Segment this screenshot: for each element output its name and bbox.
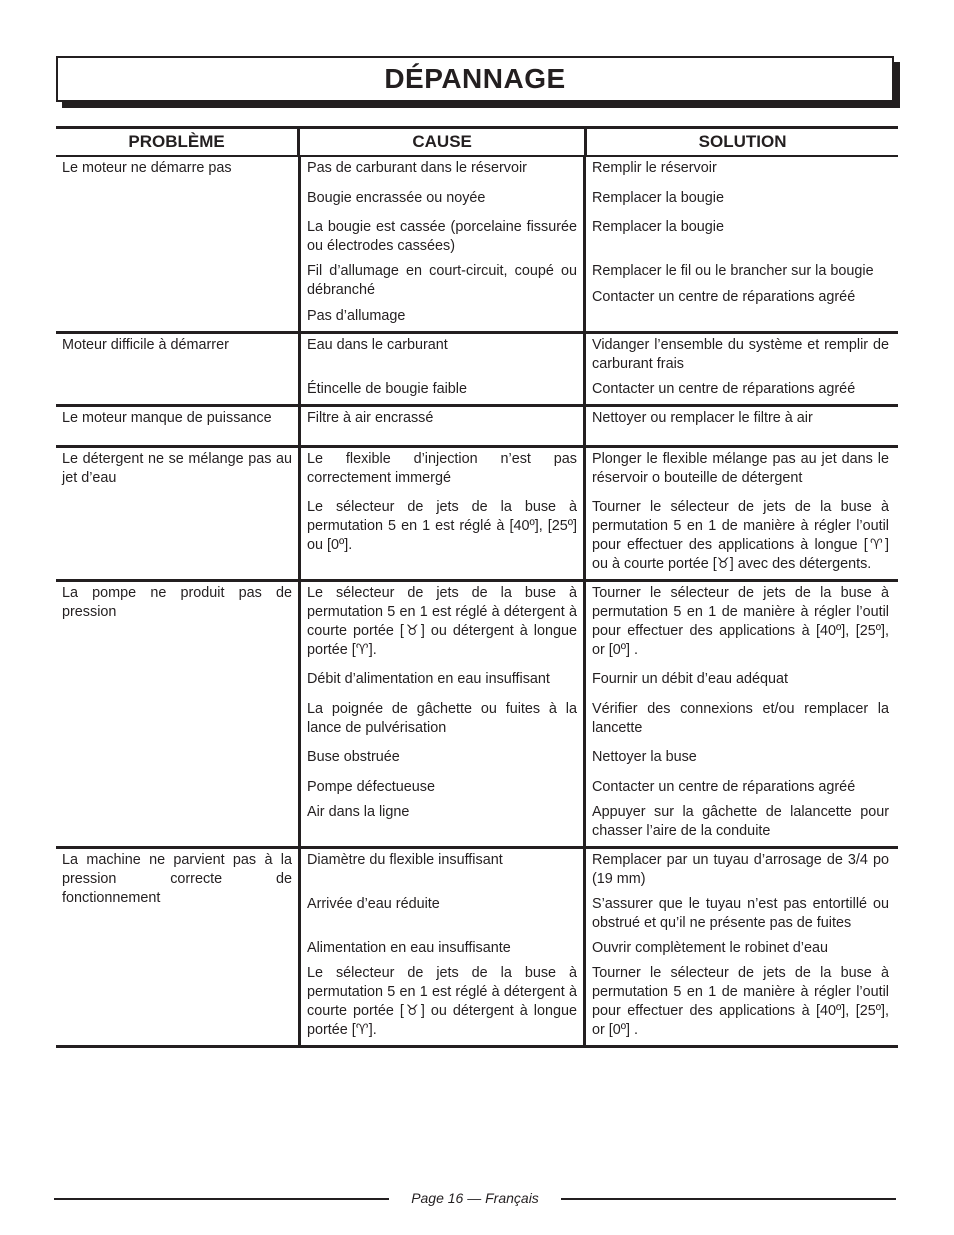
cause-item: Air dans la ligne — [307, 804, 410, 820]
cause-item: Le sélecteur de jets de la buse à permutation 5 en 1 est réglé à détergent à courte portée [♉] ou détergent à longue portée [♈]. — [307, 965, 577, 1038]
solution-item: Remplacer la bougie — [592, 190, 724, 206]
table-row — [56, 334, 898, 407]
solution-item: Contacter un centre de réparations agréé — [592, 381, 856, 397]
cause-cell — [298, 849, 583, 1045]
cause-item: La bougie est cassée (porcelaine fissurée ou électrodes cassées) — [307, 219, 577, 254]
table-row — [56, 157, 898, 334]
cause-item: Débit d’alimentation en eau insuffisant — [307, 671, 550, 687]
solution-item: Nettoyer ou remplacer le filtre à air — [592, 410, 813, 426]
problem-cell — [56, 448, 298, 579]
problem-cell — [56, 407, 298, 445]
solution-item: Appuyer sur la gâchette de lalancette pour chasser l’aire de la conduite — [592, 804, 889, 839]
problem-text: Le moteur manque de puissance — [62, 410, 272, 426]
troubleshooting-table — [56, 126, 898, 1048]
solution-item: Fournir un débit d’eau adéquat — [592, 671, 789, 687]
title-banner — [56, 56, 894, 102]
cause-item: Le sélecteur de jets de la buse à permutation 5 en 1 est réglé à détergent à courte portée [♉] ou détergent à longue portée [♈]. — [307, 585, 577, 658]
solution-item: Nettoyer la buse — [592, 749, 697, 765]
solution-item: Remplir le réservoir — [592, 160, 717, 176]
footer-rule-right — [561, 1198, 896, 1200]
cause-item: Bougie encrassée ou noyée — [307, 190, 486, 206]
table-row — [56, 448, 898, 582]
footer-text: Page 16 — Français — [411, 1190, 539, 1206]
solution-cell — [583, 334, 895, 404]
header-solution: SOLUTION — [584, 129, 898, 155]
cause-cell — [298, 334, 583, 404]
problem-cell — [56, 157, 298, 331]
cause-item: Pompe défectueuse — [307, 779, 436, 795]
cause-item: La poignée de gâchette ou fuites à la lance de pulvérisation — [307, 701, 577, 736]
solution-item: Contacter un centre de réparations agréé — [592, 289, 856, 305]
cause-cell — [298, 157, 583, 331]
cause-cell — [298, 407, 583, 445]
solution-item: Tourner le sélecteur de jets de la buse à permutation 5 en 1 de manière à régler l’outil pour effectuer des applications à [40º], [25º], or [0º] . — [592, 965, 889, 1038]
solution-cell — [583, 407, 895, 445]
cause-item: Pas d’allumage — [307, 308, 406, 324]
header-cause: CAUSE — [297, 129, 584, 155]
cause-item: Alimentation en eau insuffisante — [307, 940, 511, 956]
solution-item: Vérifier des connexions et/ou remplacer la lancette — [592, 701, 889, 736]
problem-text: Le moteur ne démarre pas — [62, 160, 232, 176]
cause-item: Arrivée d’eau réduite — [307, 896, 440, 912]
page-title: DÉPANNAGE — [384, 63, 566, 94]
solution-item: Remplacer par un tuyau d’arrosage de 3/4 po (19 mm) — [592, 852, 889, 887]
header-problem: PROBLÈME — [128, 132, 225, 151]
problem-text: La machine ne parvient pas à la pression correcte de fonctionnement — [62, 852, 292, 906]
cause-item: Pas de carburant dans le réservoir — [307, 160, 527, 176]
cause-item: Buse obstruée — [307, 749, 400, 765]
problem-cell — [56, 334, 298, 404]
solution-item: Tourner le sélecteur de jets de la buse à permutation 5 en 1 de manière à régler l’outil pour effectuer des applications à longue [♈] ou à courte portée [♉] avec des détergents. — [592, 499, 889, 572]
solution-item: Remplacer le fil ou le brancher sur la bougie — [592, 263, 874, 279]
problem-text: Moteur difficile à démarrer — [62, 337, 229, 353]
problem-cell — [56, 582, 298, 846]
table-row — [56, 582, 898, 849]
solution-item: Tourner le sélecteur de jets de la buse à permutation 5 en 1 de manière à régler l’outil pour effectuer des applications à [40º], [25º], or [0º] . — [592, 585, 889, 658]
solution-cell — [583, 582, 895, 846]
solution-item: Ouvrir complètement le robinet d’eau — [592, 940, 828, 956]
problem-text: La pompe ne produit pas de pression — [62, 585, 292, 620]
cause-item: Le sélecteur de jets de la buse à permutation 5 en 1 est réglé à [40º], [25º] ou [0º]. — [307, 499, 577, 553]
solution-item: Remplacer la bougie — [592, 219, 724, 235]
solution-item: Plonger le flexible mélange pas au jet dans le réservoir o bouteille de détergent — [592, 451, 889, 486]
cause-cell — [298, 582, 583, 846]
cause-item: Diamètre du flexible insuffisant — [307, 852, 503, 868]
cause-item: Étincelle de bougie faible — [307, 381, 468, 397]
solution-item: S’assurer que le tuyau n’est pas entortillé ou obstrué et qu’il ne présente pas de fuites — [592, 896, 889, 931]
solution-cell — [583, 849, 895, 1045]
solution-cell — [583, 448, 895, 579]
cause-cell — [298, 448, 583, 579]
table-header — [56, 126, 898, 157]
solution-item: Vidanger l’ensemble du système et remplir de carburant frais — [592, 337, 889, 372]
solution-item: Contacter un centre de réparations agréé — [592, 779, 856, 795]
cause-item: Le flexible d’injection n’est pas correctement immergé — [307, 451, 577, 486]
cause-item: Fil d’allumage en court-circuit, coupé ou débranché — [307, 263, 577, 298]
table-row — [56, 407, 898, 448]
page-footer — [54, 1188, 896, 1208]
cause-item: Eau dans le carburant — [307, 337, 448, 353]
solution-cell — [583, 157, 895, 331]
table-row — [56, 849, 898, 1048]
problem-text: Le détergent ne se mélange pas au jet d’eau — [62, 451, 292, 486]
cause-item: Filtre à air encrassé — [307, 410, 434, 426]
problem-cell — [56, 849, 298, 1045]
